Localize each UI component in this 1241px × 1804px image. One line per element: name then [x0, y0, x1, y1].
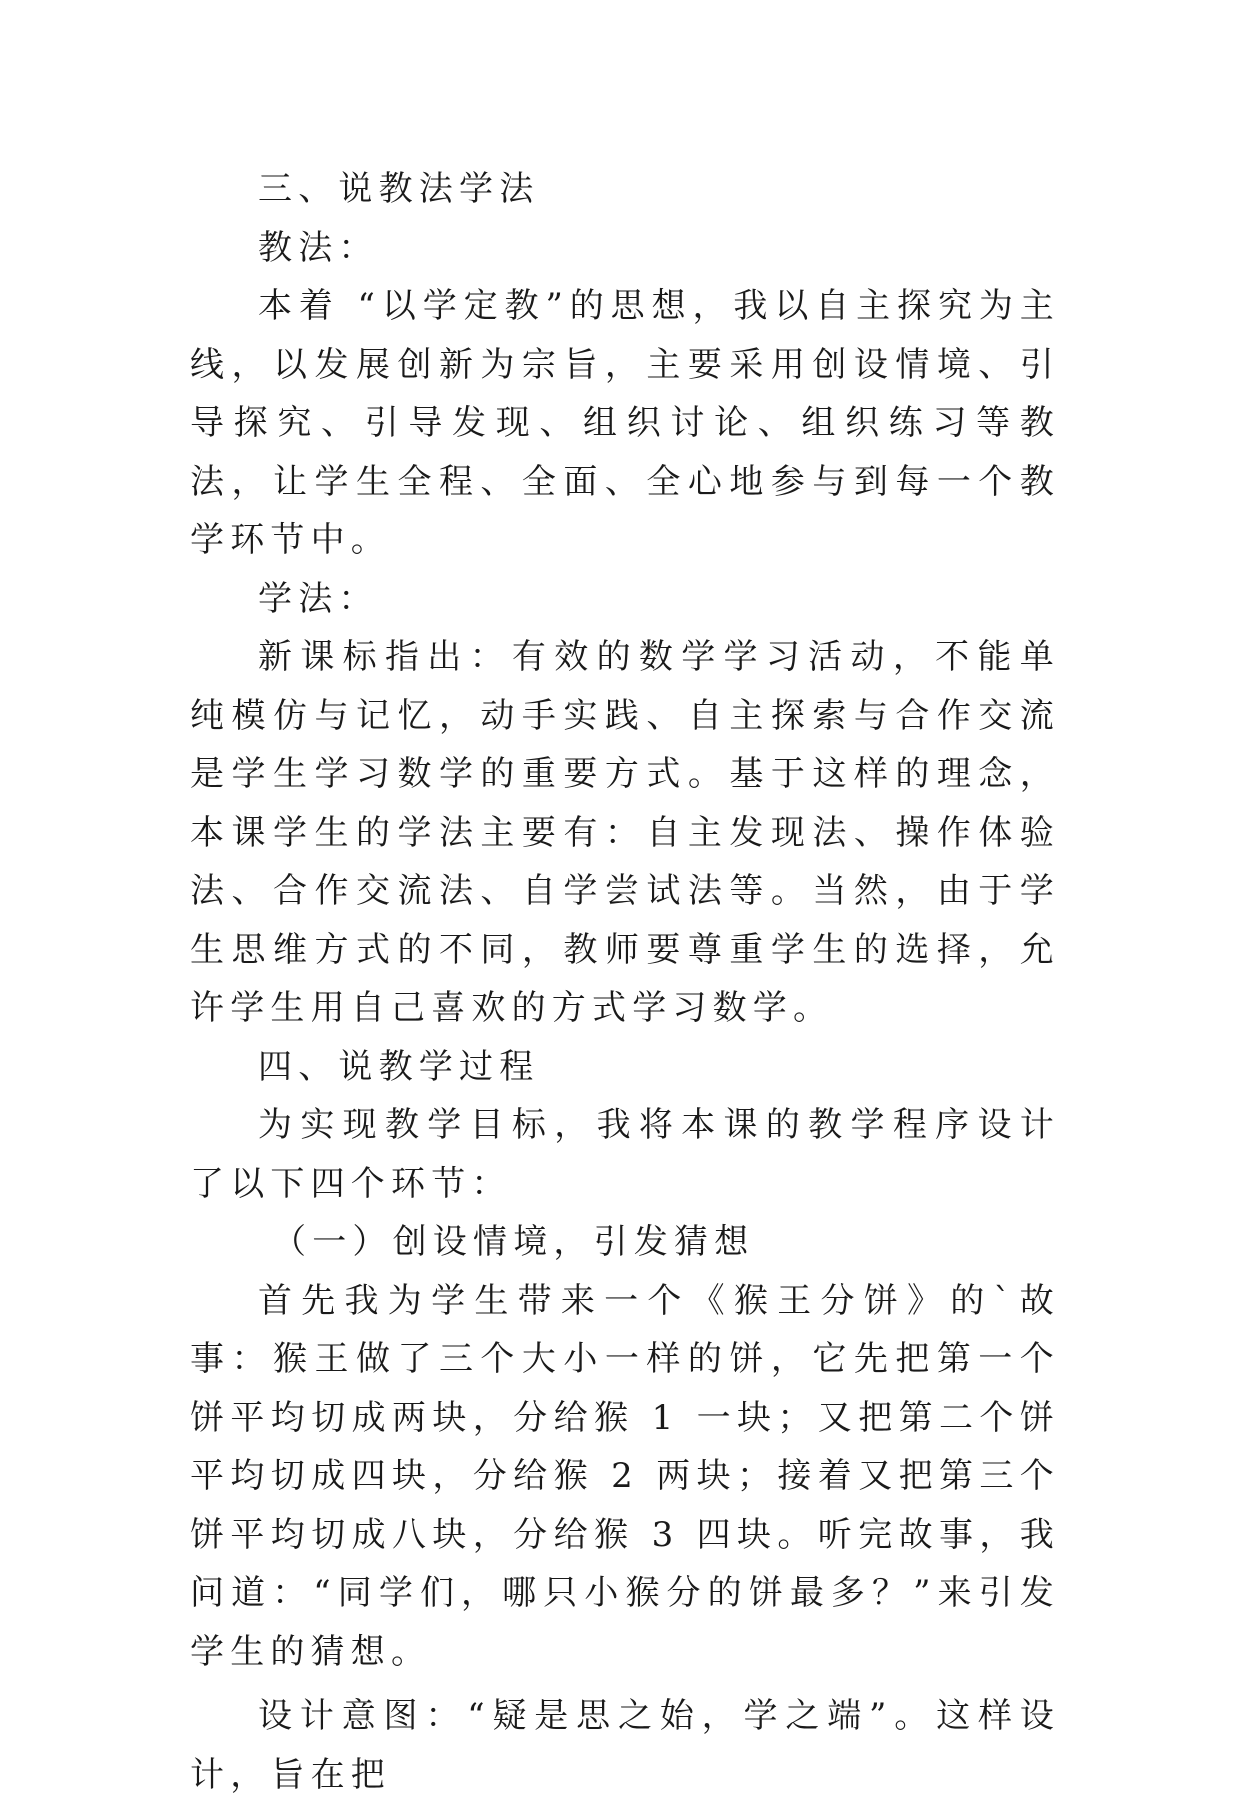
- section-heading-teaching-process: 四、说教学过程: [258, 1046, 540, 1087]
- paragraph-process-intro: 为实现教学目标，我将本课的教学程序设计了以下四个环节：: [190, 1105, 1060, 1204]
- paragraph-learning-method: 新课标指出：有效的数学学习活动，不能单纯模仿与记忆，动手实践、自主探索与合作交流是学生学习数学的重要方式。基于这样的理念，本课学生的学法主要有：自主发现法、操作体验法、合作交流法、自学尝试法等。当然，由于学生思维方式的不同，教师要尊重学生的选择，允许学生用自己喜欢的方式学习数学。: [190, 637, 1060, 1028]
- paragraph-design-intent: 设计意图：“疑是思之始，学之端”。这样设计，旨在把: [190, 1696, 1060, 1795]
- subheading-create-situation: （一）创设情境，引发猜想: [272, 1222, 755, 1262]
- section-heading-teaching-methods: 三、说教法学法: [258, 169, 540, 209]
- paragraph-teaching-method: 本着 “以学定教”的思想，我以自主探究为主线，以发展创新为宗旨，主要采用创设情境、引导探究、引导发现、组织讨论、组织练习等教法，让学生全程、全面、全心地参与到每一个教学环节中。: [190, 286, 1060, 560]
- paragraph-story: 首先我为学生带来一个《猴王分饼》的`故事：猴王做了三个大小一样的饼，它先把第一个饼平均切成两块，分给猴 1 一块；又把第二个饼平均切成四块，分给猴 2 两块；接着又把第三个饼平均切成八块，分给猴 3 四块。听完故事，我问道：“同学们，哪只小猴分的饼最多？”来引发学生的猜想。: [190, 1280, 1060, 1672]
- subheading-teaching-method: 教法：: [258, 227, 379, 268]
- document-page: [190, 160, 1060, 1804]
- subheading-learning-method: 学法：: [258, 578, 379, 619]
